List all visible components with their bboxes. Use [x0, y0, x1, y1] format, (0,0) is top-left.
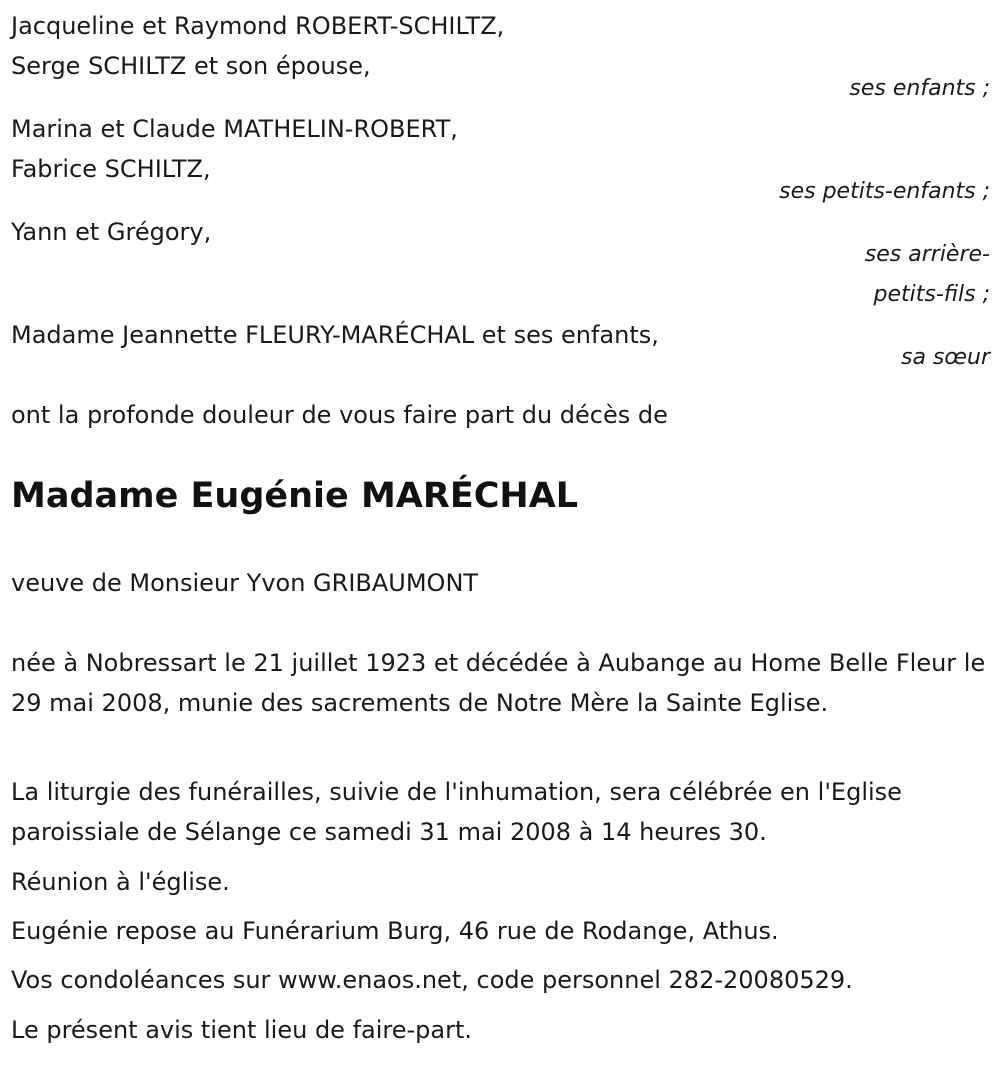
great-grandchildren-role-line1: ses arrière- — [864, 242, 990, 267]
widow-of: veuve de Monsieur Yvon GRIBAUMONT — [11, 569, 479, 597]
funerarium-paragraph: Eugénie repose au Funérarium Burg, 46 rue de Rodange, Athus. — [11, 917, 779, 945]
great-grandchildren: Yann et Grégory, — [11, 218, 212, 246]
children-role: ses enfants ; — [849, 76, 990, 101]
deceased-name: Madame Eugénie MARÉCHAL — [11, 476, 579, 516]
grandchild-2: Fabrice SCHILTZ, — [11, 155, 211, 183]
great-grandchildren-role-line2: petits-fils ; — [873, 282, 990, 307]
child-1: Jacqueline et Raymond ROBERT-SCHILTZ, — [11, 12, 505, 40]
child-2: Serge SCHILTZ et son épouse, — [11, 52, 371, 80]
reunion-paragraph: Réunion à l'église. — [11, 868, 230, 896]
birth-death-paragraph: née à Nobressart le 21 juillet 1923 et décédée à Aubange au Home Belle Fleur le 29 mai 2008, munie des sacrements de Notre Mère la Sainte Eglise. — [11, 649, 986, 717]
condolences-paragraph: Vos condoléances sur www.enaos.net, code personnel 282-20080529. — [11, 966, 853, 994]
notice-paragraph: Le présent avis tient lieu de faire-part. — [11, 1016, 473, 1044]
grandchildren-role: ses petits-enfants ; — [779, 179, 990, 204]
announcement: ont la profonde douleur de vous faire part du décès de — [11, 401, 668, 429]
sister: Madame Jeannette FLEURY-MARÉCHAL et ses enfants, — [11, 321, 659, 349]
sister-role: sa sœur — [901, 345, 990, 370]
grandchild-1: Marina et Claude MATHELIN-ROBERT, — [11, 115, 458, 143]
liturgy-paragraph: La liturgie des funérailles, suivie de l'inhumation, sera célébrée en l'Eglise paroissiale de Sélange ce samedi 31 mai 2008 à 14 heures 30. — [11, 778, 902, 846]
